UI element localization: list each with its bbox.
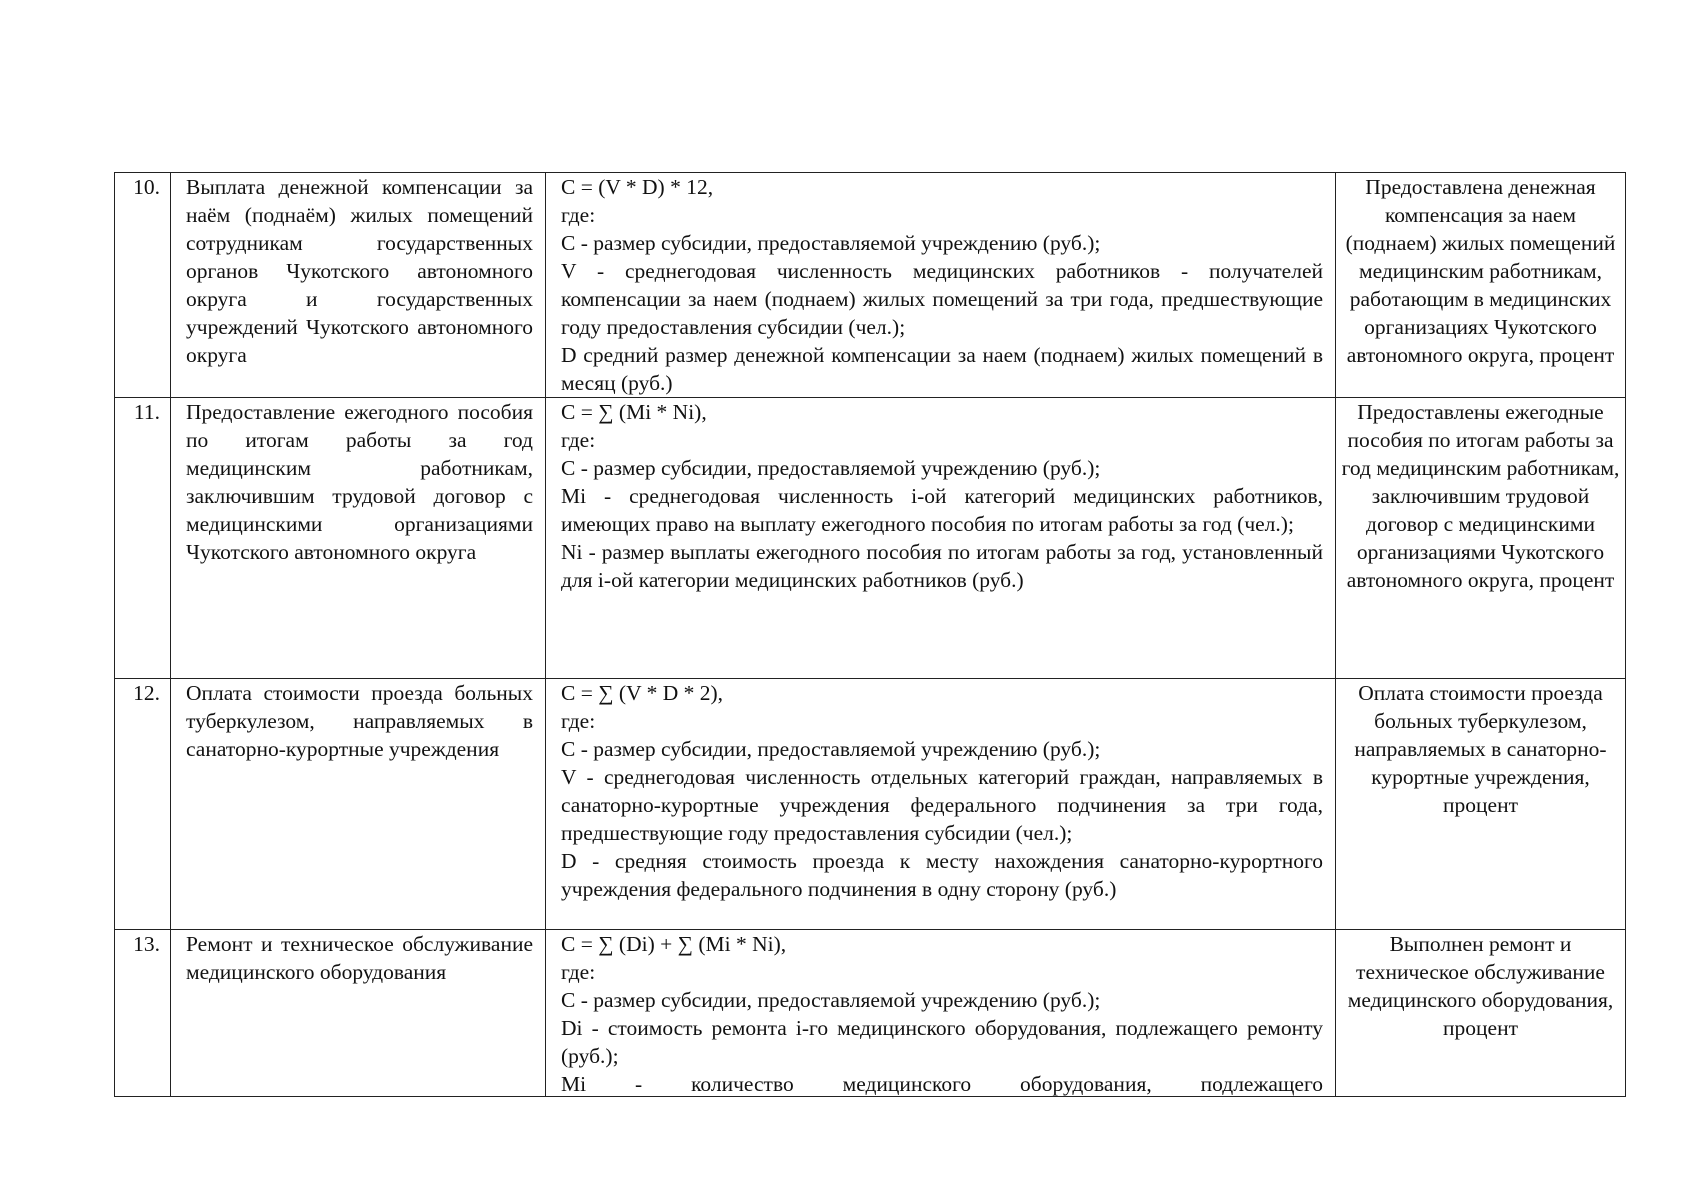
- formula-line: D - средняя стоимость проезда к месту нахождения санаторно-курортного учреждения федерального подчинения в одну сторону (руб.): [561, 849, 1323, 901]
- formula-line: C - размер субсидии, предоставляемой учреждению (руб.);: [561, 988, 1101, 1012]
- result-indicator: Предоставлены ежегодные пособия по итогам работы за год медицинским работникам, заключившим трудовой договор с медицинскими организациями Чукотского автономного округа, процент: [1336, 398, 1626, 679]
- formula-line: C = (V * D) * 12,: [561, 175, 714, 199]
- formula-line: Mi - среднегодовая численность i-ой категорий медицинских работников, имеющих право на выплату ежегодного пособия по итогам работы за год (чел.);: [561, 484, 1323, 536]
- formula-clip: [561, 930, 1323, 1096]
- formula-line: C - размер субсидии, предоставляемой учреждению (руб.);: [561, 231, 1101, 255]
- formula-line: C = ∑ (Di) + ∑ (Mi * Ni),: [561, 932, 787, 956]
- measure-name: Выплата денежной компенсации за наём (поднаём) жилых помещений сотрудникам государственных органов Чукотского автономного округа и государственных учреждений Чукотского автономного округа: [171, 173, 546, 398]
- table-row: [115, 930, 1626, 1097]
- formula-line: C - размер субсидии, предоставляемой учреждению (руб.);: [561, 456, 1101, 480]
- formula-line: C = ∑ (V * D * 2),: [561, 681, 724, 705]
- formula-line: Mi - количество медицинского оборудования, подлежащего: [561, 1072, 1323, 1096]
- formula-line: V - среднегодовая численность медицинских работников - получателей компенсации за наем (поднаем) жилых помещений за три года, предшествующие году предоставления субсидии (чел.);: [561, 259, 1323, 339]
- formula-line: Ni - размер выплаты ежегодного пособия по итогам работы за год, установленный для i-ой категории медицинских работников (руб.): [561, 540, 1323, 592]
- formula-cell: [546, 173, 1336, 398]
- row-number: 11.: [115, 398, 171, 679]
- table-row: [115, 173, 1626, 398]
- formula-line: где:: [561, 709, 596, 733]
- row-number: 12.: [115, 679, 171, 930]
- formula-line: V - среднегодовая численность отдельных категорий граждан, направляемых в санаторно-курортные учреждения федерального подчинения за три года, предшествующие году предоставления субсидии (чел.);: [561, 765, 1323, 845]
- formula-line: C = ∑ (Mi * Ni),: [561, 400, 707, 424]
- row-number: 10.: [115, 173, 171, 398]
- row-number: 13.: [115, 930, 171, 1097]
- formula-line: где:: [561, 960, 596, 984]
- subsidy-table: [114, 172, 1626, 1097]
- result-indicator: Выполнен ремонт и техническое обслуживание медицинского оборудования, процент: [1336, 930, 1626, 1097]
- formula-line: где:: [561, 203, 596, 227]
- formula-line: C - размер субсидии, предоставляемой учреждению (руб.);: [561, 737, 1101, 761]
- formula-cell: [546, 679, 1336, 930]
- formula-cell: [546, 398, 1336, 679]
- table-row: [115, 679, 1626, 930]
- measure-name: Предоставление ежегодного пособия по итогам работы за год медицинским работникам, заключившим трудовой договор с медицинскими организациями Чукотского автономного округа: [171, 398, 546, 679]
- formula-line: D средний размер денежной компенсации за наем (поднаем) жилых помещений в месяц (руб.): [561, 343, 1323, 395]
- formula-cell: [546, 930, 1336, 1097]
- table-row: [115, 398, 1626, 679]
- measure-name: Ремонт и техническое обслуживание медицинского оборудования: [171, 930, 546, 1097]
- result-indicator: Оплата стоимости проезда больных туберкулезом, направляемых в санаторно-курортные учреждения, процент: [1336, 679, 1626, 930]
- formula-line: где:: [561, 428, 596, 452]
- formula-line: Di - стоимость ремонта i-го медицинского оборудования, подлежащего ремонту (руб.);: [561, 1016, 1323, 1068]
- result-indicator: Предоставлена денежная компенсация за наем (поднаем) жилых помещений медицинским работникам, работающим в медицинских организациях Чукотского автономного округа, процент: [1336, 173, 1626, 398]
- measure-name: Оплата стоимости проезда больных туберкулезом, направляемых в санаторно-курортные учреждения: [171, 679, 546, 930]
